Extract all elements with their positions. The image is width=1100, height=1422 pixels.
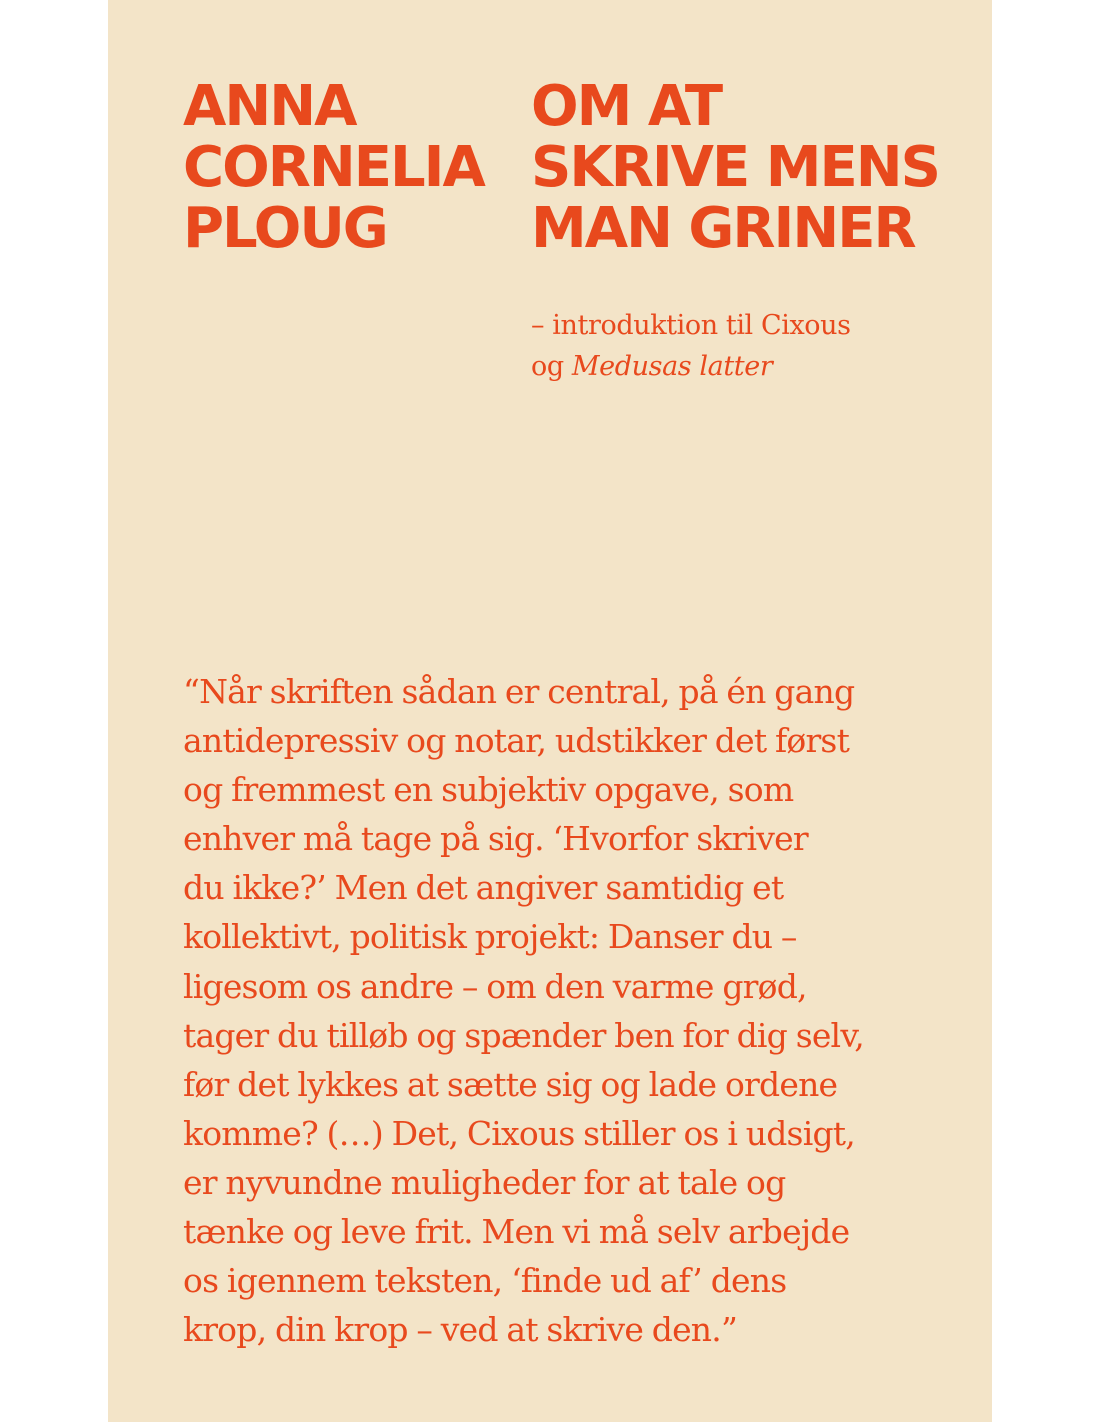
cover-quote [183,667,864,1354]
quote-line: og fremmest en subjektiv opgave, som [183,770,794,810]
subtitle-line: – introduktion til Cixous [531,310,851,341]
quote-line: før det lykkes at sætte sig og lade ordene [183,1064,838,1104]
subtitle-italic-title: Medusas latter [571,351,773,382]
quote-line: krop, din krop – ved at skrive den.” [183,1310,738,1350]
quote-line: os igennem teksten, ‘finde ud af’ dens [183,1261,787,1301]
title-line: SKRIVE MENS [531,135,939,200]
author-name [183,76,484,259]
subtitle-prefix: og [531,351,572,382]
quote-line: enhver må tage på sig. ‘Hvorfor skriver [183,819,808,859]
quote-line: kollektivt, politisk projekt: Danser du – [183,917,797,957]
subtitle-line [531,346,851,387]
quote-line: komme? (…) Det, Cixous stiller os i udsigt, [183,1113,855,1153]
title-line: OM AT [531,74,722,139]
book-subtitle [531,305,851,387]
book-title [531,76,939,259]
author-line: CORNELIA [183,135,484,200]
quote-line: tænke og leve frit. Men vi må selv arbejde [183,1212,850,1252]
quote-line: tager du tilløb og spænder ben for dig selv, [183,1015,864,1055]
quote-line: er nyvundne muligheder for at tale og [183,1162,786,1202]
quote-line: “Når skriften sådan er central, på én gang [183,672,855,711]
author-line: ANNA [183,74,356,139]
quote-line: du ikke?’ Men det angiver samtidig et [183,868,784,908]
author-line: PLOUG [183,196,387,261]
title-line: MAN GRINER [531,196,915,261]
quote-line: ligesom os andre – om den varme grød, [183,966,807,1006]
quote-line: antidepressiv og notar, udstikker det først [183,721,850,761]
book-cover [108,0,992,1422]
